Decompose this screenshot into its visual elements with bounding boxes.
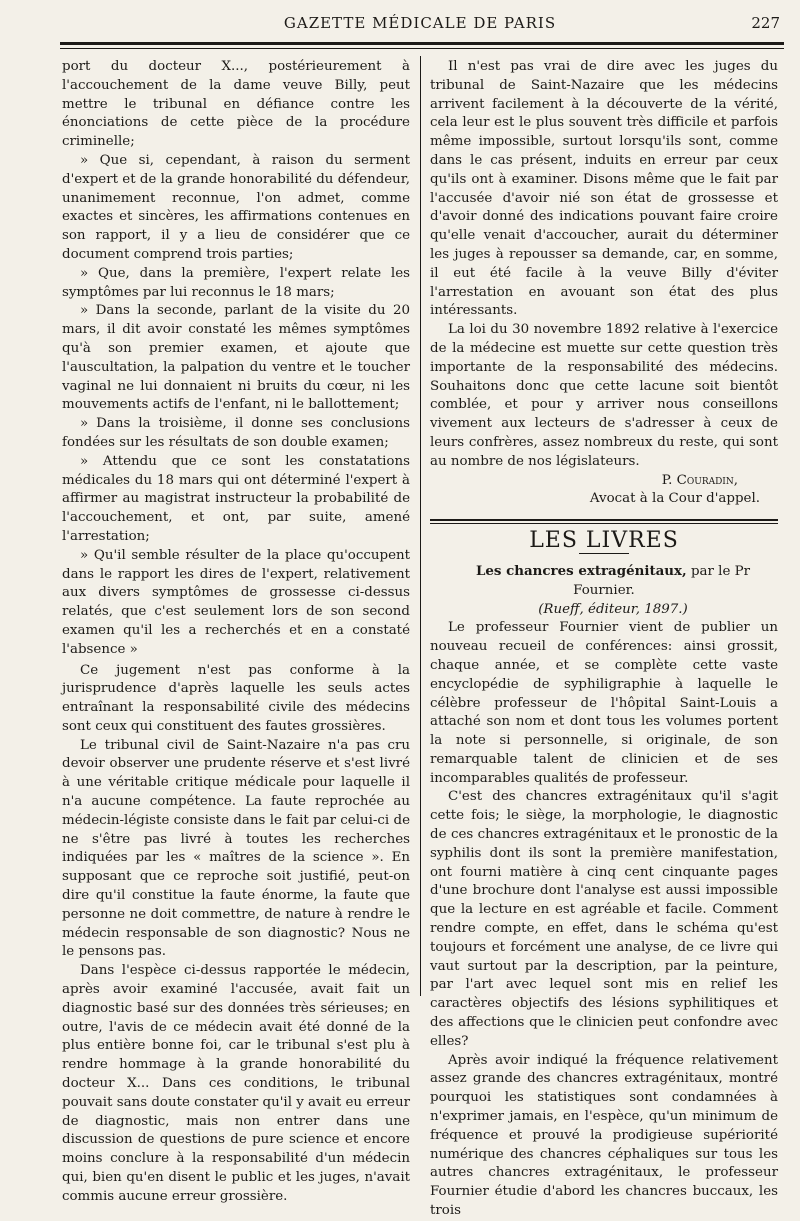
article-title: Les chancres extragénitaux, [475, 562, 687, 579]
left-column [62, 58, 410, 1207]
paragraph: » Dans la troisième, il donne ses conclusions fondées sur les résultats de son double examen; [62, 416, 410, 450]
article-publisher [430, 601, 778, 620]
paragraph: Ce jugement n'est pas conforme à la jurisprudence d'après laquelle les seuls actes entraînant la responsabilité civile des médecins sont ceux qui constituent des fautes grossières. [62, 662, 410, 734]
article-publisher-text: (Rueff, éditeur, 1897.) [538, 601, 688, 617]
paragraph: Il n'est pas vrai de dire avec les juges du tribunal de Saint-Nazaire que les médecins arrivent facilement à la découverte de la vérité, cela leur est le plus souvent très difficile et parfois même impossible, surtout lorsqu'ils sont, comme dans le cas présent, induits en erreur par ceux qu'ils ont à examiner. Disons même que le fait par l'accusée d'avoir nié son état de grossesse et d'avoir donné des indications pouvant faire croire qu'elle venait d'accoucher, aurait du déterminer les juges à repousser sa demande, car, en somme, il eut été facile à la veuve Billy d'éviter l'arrestation en avouant son état des plus intéressants. [430, 59, 778, 319]
signature-name: P. Couradin, [661, 472, 738, 488]
page-header [60, 8, 780, 34]
section-rule-thin [430, 523, 778, 524]
article-title-line [430, 562, 778, 601]
journal-title: GAZETTE MÉDICALE DE PARIS [283, 14, 557, 32]
right-column [430, 58, 778, 1221]
paragraph: » Attendu que ce sont les constatations médicales du 18 mars qui ont déterminé l'expert à affirmer au magistrat instructeur la probabilité de l'accouchement, et ont, par suite, amené l'arrestation; [62, 453, 410, 544]
article-author: par le Pr Fournier. [573, 563, 751, 598]
page-number: 227 [751, 14, 780, 32]
header-rule-thick [60, 42, 784, 45]
signature-role: Avocat à la Cour d'appel. [589, 491, 760, 507]
section-rule-thick [430, 519, 778, 521]
paragraph: Après avoir indiqué la fréquence relativement assez grande des chancres extragénitaux, montré pourquoi les statistiques sont condamnées à n'exprimer jamais, en l'espèce, qu'un minimum de fréquence et prouvé la prodigieuse supériorité numérique des chancres céphaliques sur tous les autres chancres extragénitaux, le professeur Fournier étudie d'abord les chancres buccaux, les trois [430, 1052, 778, 1219]
paragraph: Le tribunal civil de Saint-Nazaire n'a pas cru devoir observer une prudente réserve et s'est livré à une véritable critique médicale pour laquelle il n'a aucune compétence. La faute reprochée au médecin-légiste consiste dans le fait par celui-ci de ne s'être pas livré à toutes les recherches indiquées par les « maîtres de la science ». En supposant que ce reproche soit justifié, peut-on dire qu'il constitue la faute énorme, la faute que personne ne doit commettre, de nature à rendre le médecin responsable de son diagnostic? Nous ne le pensons pas. [62, 737, 410, 960]
heading-underline [579, 553, 629, 554]
paragraph: Dans l'espèce ci-dessus rapportée le médecin, après avoir examiné l'accusée, avait fait un diagnostic basé sur des données très sérieuses; en outre, l'avis de ce médecin avait été donné de la plus entière bonne foi, car le tribunal s'est plu à rendre hommage à la grande honorabilité du docteur X... Dans ces conditions, le tribunal pouvait sans doute constater qu'il y avait eu erreur de diagnostic, mais non entrer dans une discussion de questions de pure science et encore moins conclure à la responsabilité d'un médecin qui, bien qu'en disent le public et les juges, n'avait commis aucune erreur grossière. [62, 963, 410, 1204]
paragraph: La loi du 30 novembre 1892 relative à l'exercice de la médecine est muette sur cette question très importante de la responsabilité des médecins. Souhaitons donc que cette lacune soit bientôt comblée, et pour y arriver nous conseillons vivement aux lecteurs de s'adresser à ceux de leurs confrères, assez nombreux du reste, qui sont au nombre de nos législateurs. [430, 322, 778, 469]
column-separator [420, 56, 421, 996]
paragraph: port du docteur X..., postérieurement à l'accouchement de la dame veuve Billy, peut mettre le tribunal en défiance contre les énonciations de cette pièce de la procédure criminelle; [62, 59, 410, 150]
paragraph: » Qu'il semble résulter de la place qu'occupent dans le rapport les dires de l'expert, relativement aux divers symptômes de grossesse ci-dessus relatés, que c'est seulement lors de son second examen qu'il les a recherchés et en a constaté l'absence » [62, 547, 410, 657]
paragraph: Le professeur Fournier vient de publier un nouveau recueil de conférences: ainsi grossit, chaque année, et se complète cette vaste encyclopédie de syphiligraphie à laquelle le célèbre professeur de l'hôpital Saint-Louis a attaché son nom et dont tous les volumes portent la note si personnelle, si originale, de son remarquable talent de clinicien et de ses incomparables qualités de professeur. [430, 620, 778, 786]
paragraph: » Dans la seconde, parlant de la visite du 20 mars, il dit avoir constaté les mêmes symptômes qu'à son premier examen, et ajoute que l'auscultation, la palpation du ventre et le toucher vaginal ne lui donnaient ni bruits du cœur, ni les mouvements actifs de l'enfant, ni le ballottement; [62, 303, 410, 413]
paragraph: » Que si, cependant, à raison du serment d'expert et de la grande honorabilité du défendeur, unanimement reconnue, l'on admet, comme exactes et sincères, les affirmations contenues en son rapport, il y a lieu de considérer que ce document comprend trois parties; [62, 152, 410, 262]
header-rule-thin [60, 48, 784, 49]
paragraph: » Que, dans la première, l'expert relate les symptômes par lui reconnus le 18 mars; [62, 265, 410, 300]
section-heading: LES LIVRES [529, 528, 679, 554]
paragraph: C'est des chancres extragénitaux qu'il s'agit cette fois; le siège, la morphologie, le diagnostic de ces chancres extragénitaux et le pronostic de la syphilis dont ils sont la première manifestation, ont fourni matière à cinq cent cinquante pages d'une brochure dont l'analyse est aussi impossible que la lecture en est agréable et facile. Comment rendre compte, en effet, dans le schéma qu'est toujours et forcément une analyse, de ce livre qui vaut surtout par la description, par la peinture, par l'art avec lequel sont mis en relief les caractères objectifs des lésions syphilitiques et des affections que le clinicien peut confondre avec elles? [430, 789, 778, 1049]
